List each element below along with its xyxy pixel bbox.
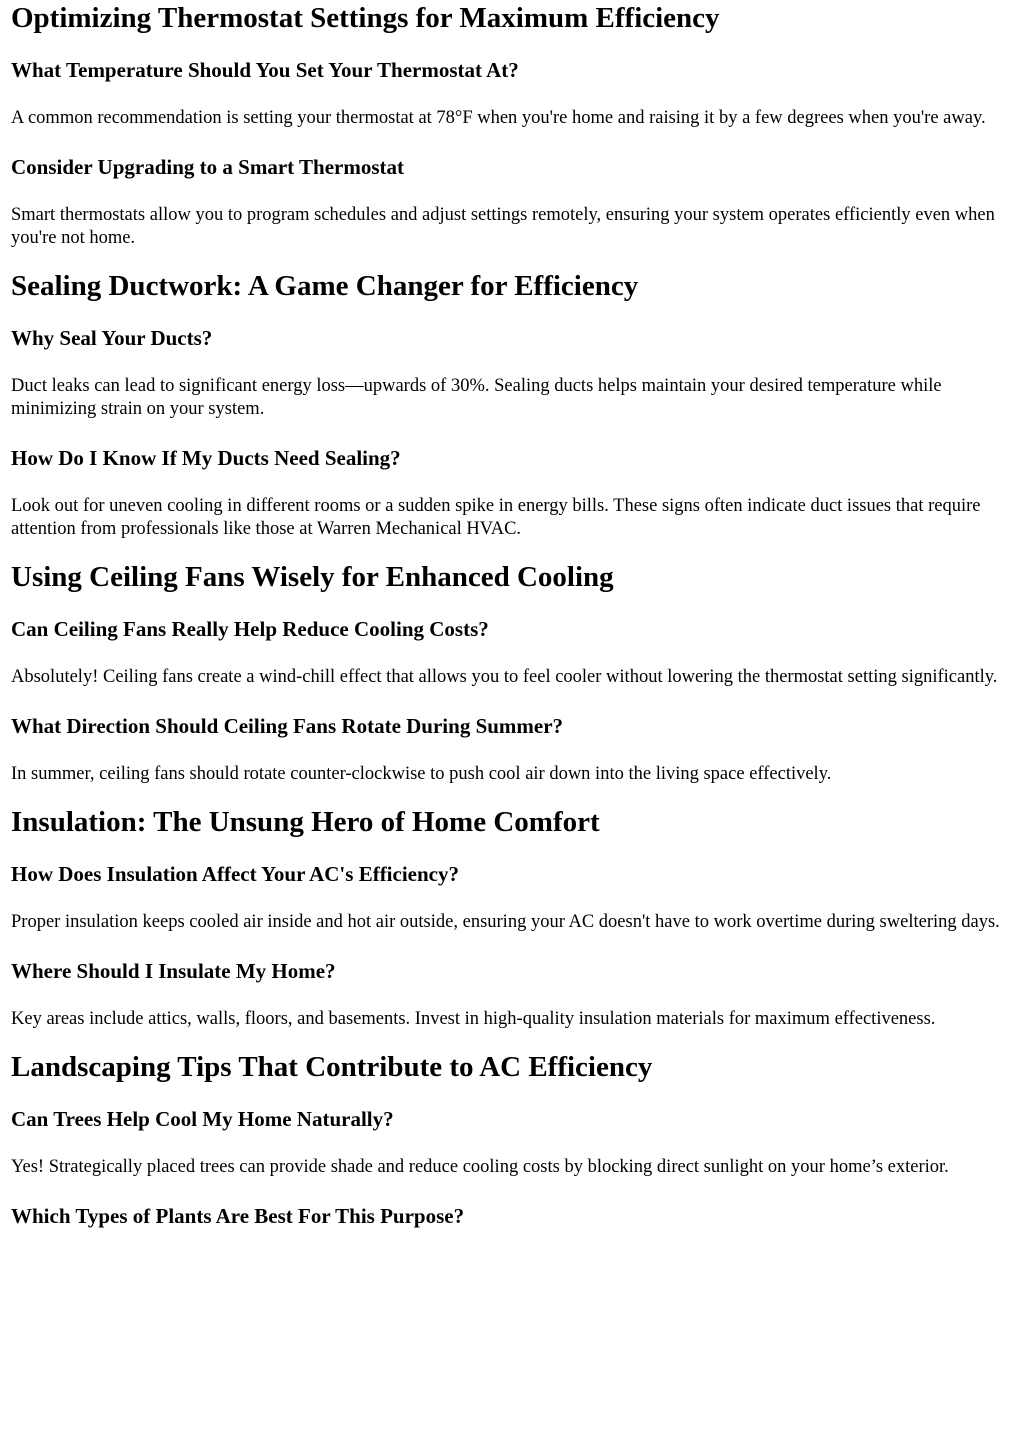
subsection-heading: Why Seal Your Ducts? <box>11 326 213 350</box>
subsection <box>11 713 1013 786</box>
subsection-heading: What Temperature Should You Set Your Thermostat At? <box>11 58 519 82</box>
section-title: Insulation: The Unsung Hero of Home Comfort <box>11 806 600 838</box>
subsection-body: In summer, ceiling fans should rotate counter-clockwise to push cool air down into the living space effectively. <box>11 764 832 784</box>
subsection <box>11 445 1013 541</box>
subsection-heading: How Do I Know If My Ducts Need Sealing? <box>11 446 401 470</box>
subsection-heading: How Does Insulation Affect Your AC's Efficiency? <box>11 862 459 886</box>
subsection-body: Yes! Strategically placed trees can provide shade and reduce cooling costs by blocking direct sunlight on your home’s exterior. <box>11 1157 949 1177</box>
subsection-heading: Can Ceiling Fans Really Help Reduce Cooling Costs? <box>11 617 489 641</box>
subsection <box>11 154 1013 250</box>
section-ductwork <box>11 268 1013 541</box>
section-title: Landscaping Tips That Contribute to AC Efficiency <box>11 1051 653 1083</box>
subsection-heading: What Direction Should Ceiling Fans Rotate During Summer? <box>11 714 564 738</box>
subsection-body: Key areas include attics, walls, floors, and basements. Invest in high-quality insulation materials for maximum effectiveness. <box>11 1009 936 1029</box>
subsection-body: A common recommendation is setting your thermostat at 78°F when you're home and raising it by a few degrees when you're away. <box>11 108 986 128</box>
section-thermostat <box>11 0 1013 250</box>
subsection-heading: Can Trees Help Cool My Home Naturally? <box>11 1107 394 1131</box>
subsection-body: Smart thermostats allow you to program schedules and adjust settings remotely, ensuring your system operates efficiently even when you're not home. <box>11 205 995 248</box>
subsection <box>11 616 1013 689</box>
section-ceiling-fans <box>11 559 1013 786</box>
subsection-heading: Where Should I Insulate My Home? <box>11 959 336 983</box>
section-title: Optimizing Thermostat Settings for Maximum Efficiency <box>11 2 720 34</box>
subsection-body: Proper insulation keeps cooled air inside and hot air outside, ensuring your AC doesn't have to work overtime during sweltering days. <box>11 912 1000 932</box>
section-title: Using Ceiling Fans Wisely for Enhanced Cooling <box>11 561 614 593</box>
subsection <box>11 1106 1013 1179</box>
section-landscaping <box>11 1049 1013 1229</box>
subsection-heading: Which Types of Plants Are Best For This Purpose? <box>11 1204 465 1228</box>
section-insulation <box>11 804 1013 1031</box>
subsection-body: Duct leaks can lead to significant energy loss—upwards of 30%. Sealing ducts helps maintain your desired temperature while minimizing strain on your system. <box>11 376 942 419</box>
subsection <box>11 861 1013 934</box>
subsection <box>11 325 1013 421</box>
subsection <box>11 57 1013 130</box>
subsection-heading: Consider Upgrading to a Smart Thermostat <box>11 155 404 179</box>
subsection <box>11 1203 1013 1229</box>
section-title: Sealing Ductwork: A Game Changer for Efficiency <box>11 270 639 302</box>
subsection <box>11 958 1013 1031</box>
subsection-body: Absolutely! Ceiling fans create a wind-chill effect that allows you to feel cooler without lowering the thermostat setting significantly. <box>11 667 998 687</box>
subsection-body: Look out for uneven cooling in different rooms or a sudden spike in energy bills. These signs often indicate duct issues that require attention from professionals like those at Warren Mechanical HVAC. <box>11 496 981 539</box>
